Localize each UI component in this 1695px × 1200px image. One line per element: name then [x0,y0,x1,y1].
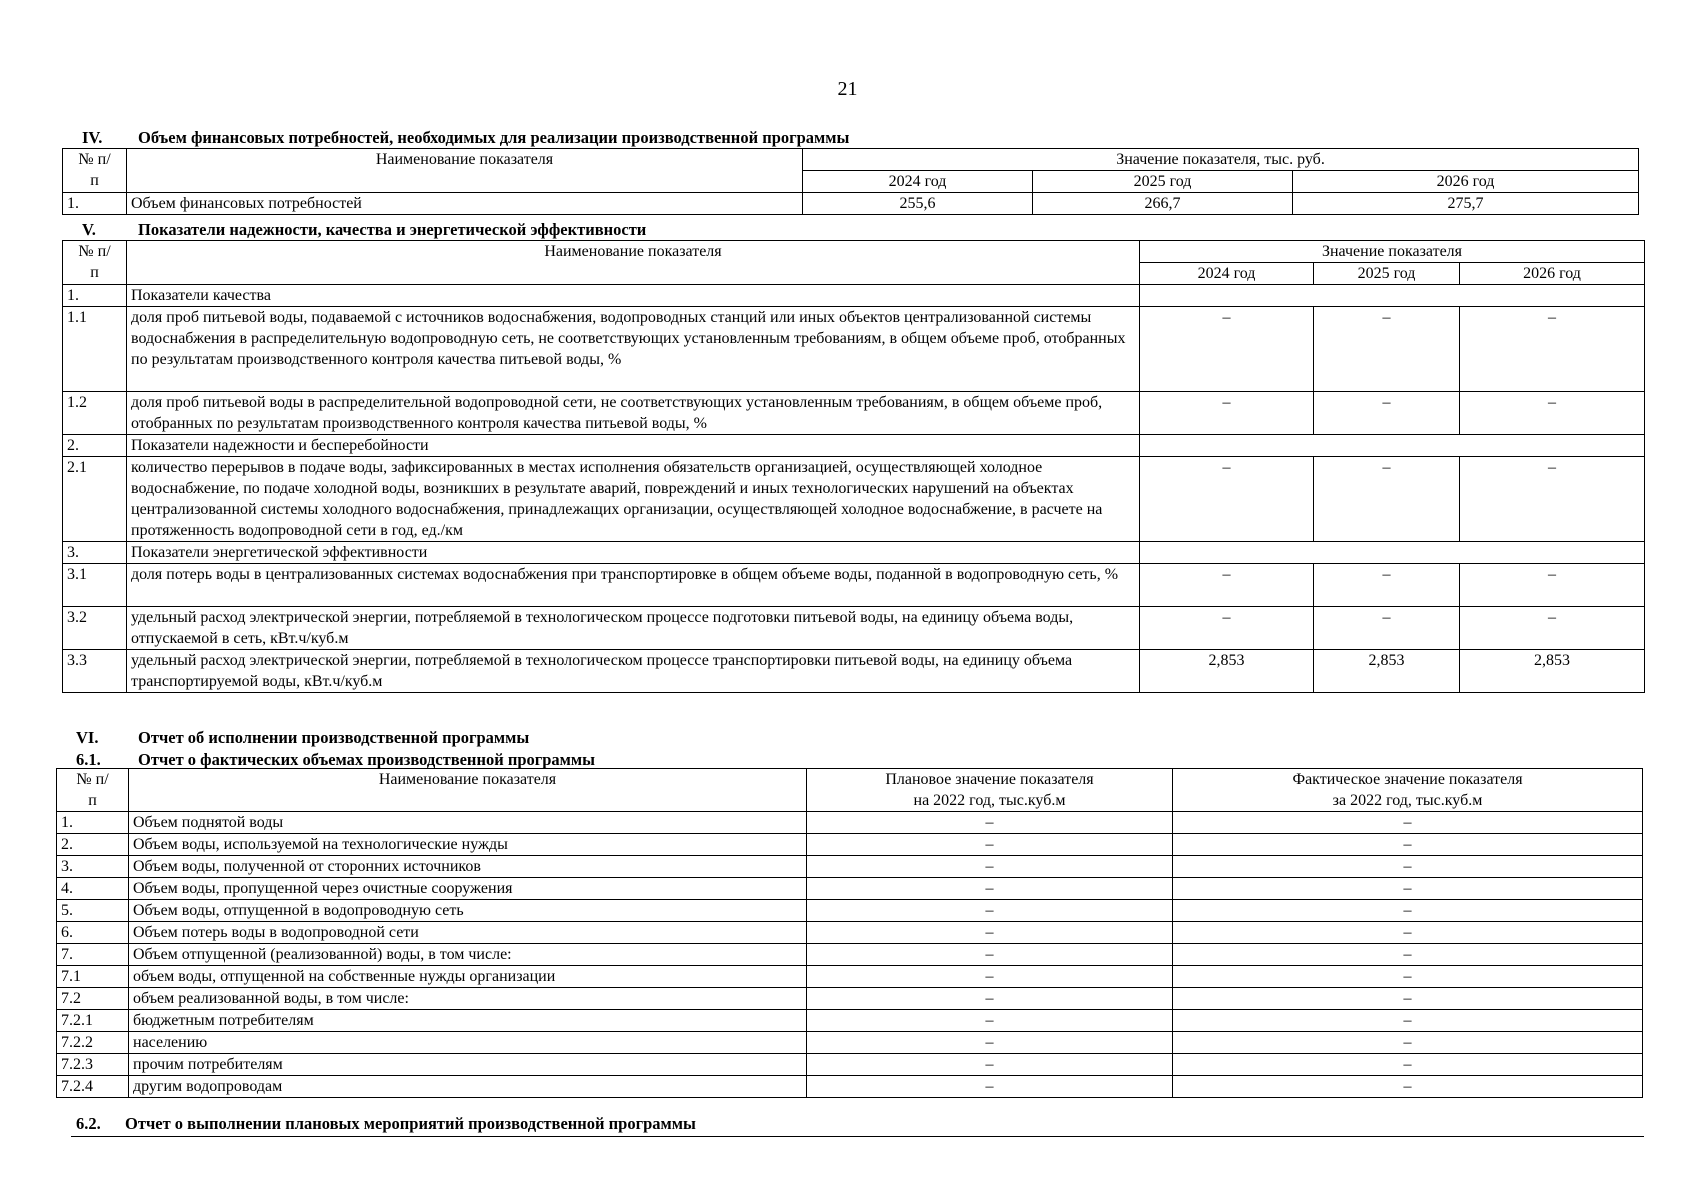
header-value: Значение показателя [1140,241,1645,263]
row-fact: – [1173,856,1643,878]
row-plan: – [807,834,1173,856]
section-4-heading [82,128,850,148]
row-name: Показатели энергетической эффективности [127,542,1140,564]
row-number: 7.2.2 [57,1032,129,1054]
row-value: – [1314,457,1460,542]
row-plan: – [807,922,1173,944]
row-name: объем воды, отпущенной на собственные нужды организации [129,966,807,988]
header-plan-line-2: на 2022 год, тыс.куб.м [913,792,1066,809]
section-4-number: IV. [82,128,103,147]
header-year: 2026 год [1293,171,1639,193]
row-number: 2.1 [63,457,127,542]
table-row [63,457,1645,542]
row-number: 1.1 [63,307,127,392]
row-name: удельный расход электрической энергии, потребляемой в технологическом процессе транспортировки питьевой воды, на единицу объема транспортируемой воды, кВт.ч/куб.м [127,650,1140,693]
table-row [57,988,1643,1010]
table-row [63,650,1645,693]
header-name: Наименование показателя [129,769,807,812]
header-fact-line-1: Фактическое значение показателя [1292,771,1523,788]
row-value: – [1140,307,1314,392]
row-number: 3.1 [63,564,127,607]
row-plan: – [807,1010,1173,1032]
row-name: населению [129,1032,807,1054]
table-row [57,966,1643,988]
row-plan: – [807,966,1173,988]
row-name: Показатели качества [127,285,1140,307]
section-5-number: V. [82,220,96,239]
financial-needs-table [62,148,1639,215]
row-number: 3.2 [63,607,127,650]
row-name: объем реализованной воды, в том числе: [129,988,807,1010]
header-year: 2024 год [803,171,1033,193]
header-plan [807,769,1173,812]
row-plan: – [807,988,1173,1010]
table-row [63,607,1645,650]
row-fact: – [1173,812,1643,834]
header-no: № п/п [63,149,127,193]
row-empty [1140,285,1645,307]
row-number: 7. [57,944,129,966]
header-fact-line-2: за 2022 год, тыс.куб.м [1332,792,1483,809]
row-fact: – [1173,878,1643,900]
row-name: Объем финансовых потребностей [127,193,803,215]
row-fact: – [1173,900,1643,922]
table-row [63,392,1645,435]
table-row [57,878,1643,900]
row-number: 1. [63,285,127,307]
row-plan: – [807,1032,1173,1054]
table-row [63,542,1645,564]
row-name: Объем воды, отпущенной в водопроводную сеть [129,900,807,922]
header-year: 2026 год [1460,263,1645,285]
row-number: 7.2.4 [57,1076,129,1098]
row-number: 7.2.1 [57,1010,129,1032]
row-number: 3. [57,856,129,878]
section-6-2-number: 6.2. [76,1114,101,1133]
row-value: – [1460,392,1645,435]
row-plan: – [807,944,1173,966]
row-plan: – [807,812,1173,834]
row-number: 2. [63,435,127,457]
section-6-heading [76,728,530,748]
header-fact [1173,769,1643,812]
row-number: 7.1 [57,966,129,988]
row-fact: – [1173,966,1643,988]
row-value: – [1140,607,1314,650]
row-number: 7.2.3 [57,1054,129,1076]
row-value: – [1140,392,1314,435]
row-number: 3. [63,542,127,564]
row-value: 2,853 [1314,650,1460,693]
row-plan: – [807,878,1173,900]
row-name: доля потерь воды в централизованных системах водоснабжения при транспортировке в общем объеме воды, поданной в водопроводную сеть, % [127,564,1140,607]
row-name: другим водопроводам [129,1076,807,1098]
row-value: – [1460,457,1645,542]
table-row [57,1054,1643,1076]
row-name: прочим потребителям [129,1054,807,1076]
row-plan: – [807,1054,1173,1076]
table-row [63,564,1645,607]
row-value: – [1314,564,1460,607]
section-6-title: Отчет об исполнении производственной программы [138,728,530,747]
row-fact: – [1173,1010,1643,1032]
section-5-title: Показатели надежности, качества и энергетической эффективности [138,220,647,239]
reliability-table [62,240,1645,693]
row-fact: – [1173,922,1643,944]
row-name: Объем воды, пропущенной через очистные сооружения [129,878,807,900]
bottom-rule [71,1136,1644,1137]
section-4-title: Объем финансовых потребностей, необходимых для реализации производственной программы [138,128,850,147]
row-fact: – [1173,1032,1643,1054]
page-number: 21 [837,78,858,100]
section-6-1-heading [76,750,596,770]
row-value: 275,7 [1293,193,1639,215]
table-row [63,435,1645,457]
row-name: Объем поднятой воды [129,812,807,834]
row-plan: – [807,900,1173,922]
row-name: количество перерывов в подаче воды, зафиксированных в местах исполнения обязательств организацией, осуществляющей холодное водоснабжение, по подаче холодной воды, возникших в результате аварий, повреждений и иных технологических нарушений на объектах централизованной системы холодного водоснабжения, принадлежащих организации, осуществляющей холодное водоснабжение, в расчете на протяженность водопроводной сети в год, ед./км [127,457,1140,542]
row-name: бюджетным потребителям [129,1010,807,1032]
row-value: – [1140,564,1314,607]
header-plan-line-1: Плановое значение показателя [885,771,1094,788]
row-fact: – [1173,1054,1643,1076]
row-fact: – [1173,944,1643,966]
row-number: 4. [57,878,129,900]
row-value: – [1314,307,1460,392]
table-row [57,900,1643,922]
table-row [57,1032,1643,1054]
table-row [57,1076,1643,1098]
row-value: – [1140,457,1314,542]
section-6-2-heading [76,1114,696,1134]
row-value: – [1314,392,1460,435]
header-year: 2024 год [1140,263,1314,285]
row-name: Объем воды, полученной от сторонних источников [129,856,807,878]
row-number: 1. [57,812,129,834]
row-value: – [1460,607,1645,650]
row-name: Объем потерь воды в водопроводной сети [129,922,807,944]
table-row [63,307,1645,392]
row-fact: – [1173,1076,1643,1098]
volumes-body [57,812,1643,1098]
table-row [63,193,1639,215]
row-name: Объем отпущенной (реализованной) воды, в том числе: [129,944,807,966]
row-number: 7.2 [57,988,129,1010]
table-row [57,944,1643,966]
row-number: 6. [57,922,129,944]
production-volumes-table [56,768,1643,1098]
row-value: 255,6 [803,193,1033,215]
row-name: удельный расход электрической энергии, потребляемой в технологическом процессе подготовки питьевой воды, на единицу объема воды, отпускаемой в сеть, кВт.ч/куб.м [127,607,1140,650]
row-name: доля проб питьевой воды в распределительной водопроводной сети, не соответствующих установленным требованиям, в общем объеме проб, отобранных по результатам производственного контроля качества питьевой воды, % [127,392,1140,435]
row-number: 2. [57,834,129,856]
row-plan: – [807,1076,1173,1098]
header-year: 2025 год [1314,263,1460,285]
row-number: 3.3 [63,650,127,693]
row-value: 266,7 [1033,193,1293,215]
table-row [57,1010,1643,1032]
row-value: – [1460,564,1645,607]
row-name: доля проб питьевой воды, подаваемой с источников водоснабжения, водопроводных станций или иных объектов централизованной системы водоснабжения в распределительную водопроводную сеть, не соответствующих установленным требованиям, в общем объеме проб, отобранных по результатам производственного контроля качества питьевой воды, % [127,307,1140,392]
row-value: – [1314,607,1460,650]
header-value: Значение показателя, тыс. руб. [803,149,1639,171]
table-row [57,812,1643,834]
row-empty [1140,435,1645,457]
header-no: № п/п [57,769,129,812]
row-name: Показатели надежности и бесперебойности [127,435,1140,457]
header-name: Наименование показателя [127,241,1140,285]
row-fact: – [1173,988,1643,1010]
section-5-heading [82,220,647,240]
row-number: 1.2 [63,392,127,435]
row-name: Объем воды, используемой на технологические нужды [129,834,807,856]
row-value: 2,853 [1460,650,1645,693]
header-year: 2025 год [1033,171,1293,193]
table-row [57,834,1643,856]
row-plan: – [807,856,1173,878]
row-empty [1140,542,1645,564]
row-number: 5. [57,900,129,922]
header-name: Наименование показателя [127,149,803,193]
table-row [63,285,1645,307]
table-row [57,922,1643,944]
table-row [57,856,1643,878]
row-number: 1. [63,193,127,215]
row-value: 2,853 [1140,650,1314,693]
section-6-1-number: 6.1. [76,750,101,769]
section-6-2-title: Отчет о выполнении плановых мероприятий производственной программы [125,1114,696,1133]
header-no: № п/п [63,241,127,285]
row-value: – [1460,307,1645,392]
section-6-number: VI. [76,728,99,747]
row-fact: – [1173,834,1643,856]
section-6-1-title: Отчет о фактических объемах производственной программы [138,750,596,769]
